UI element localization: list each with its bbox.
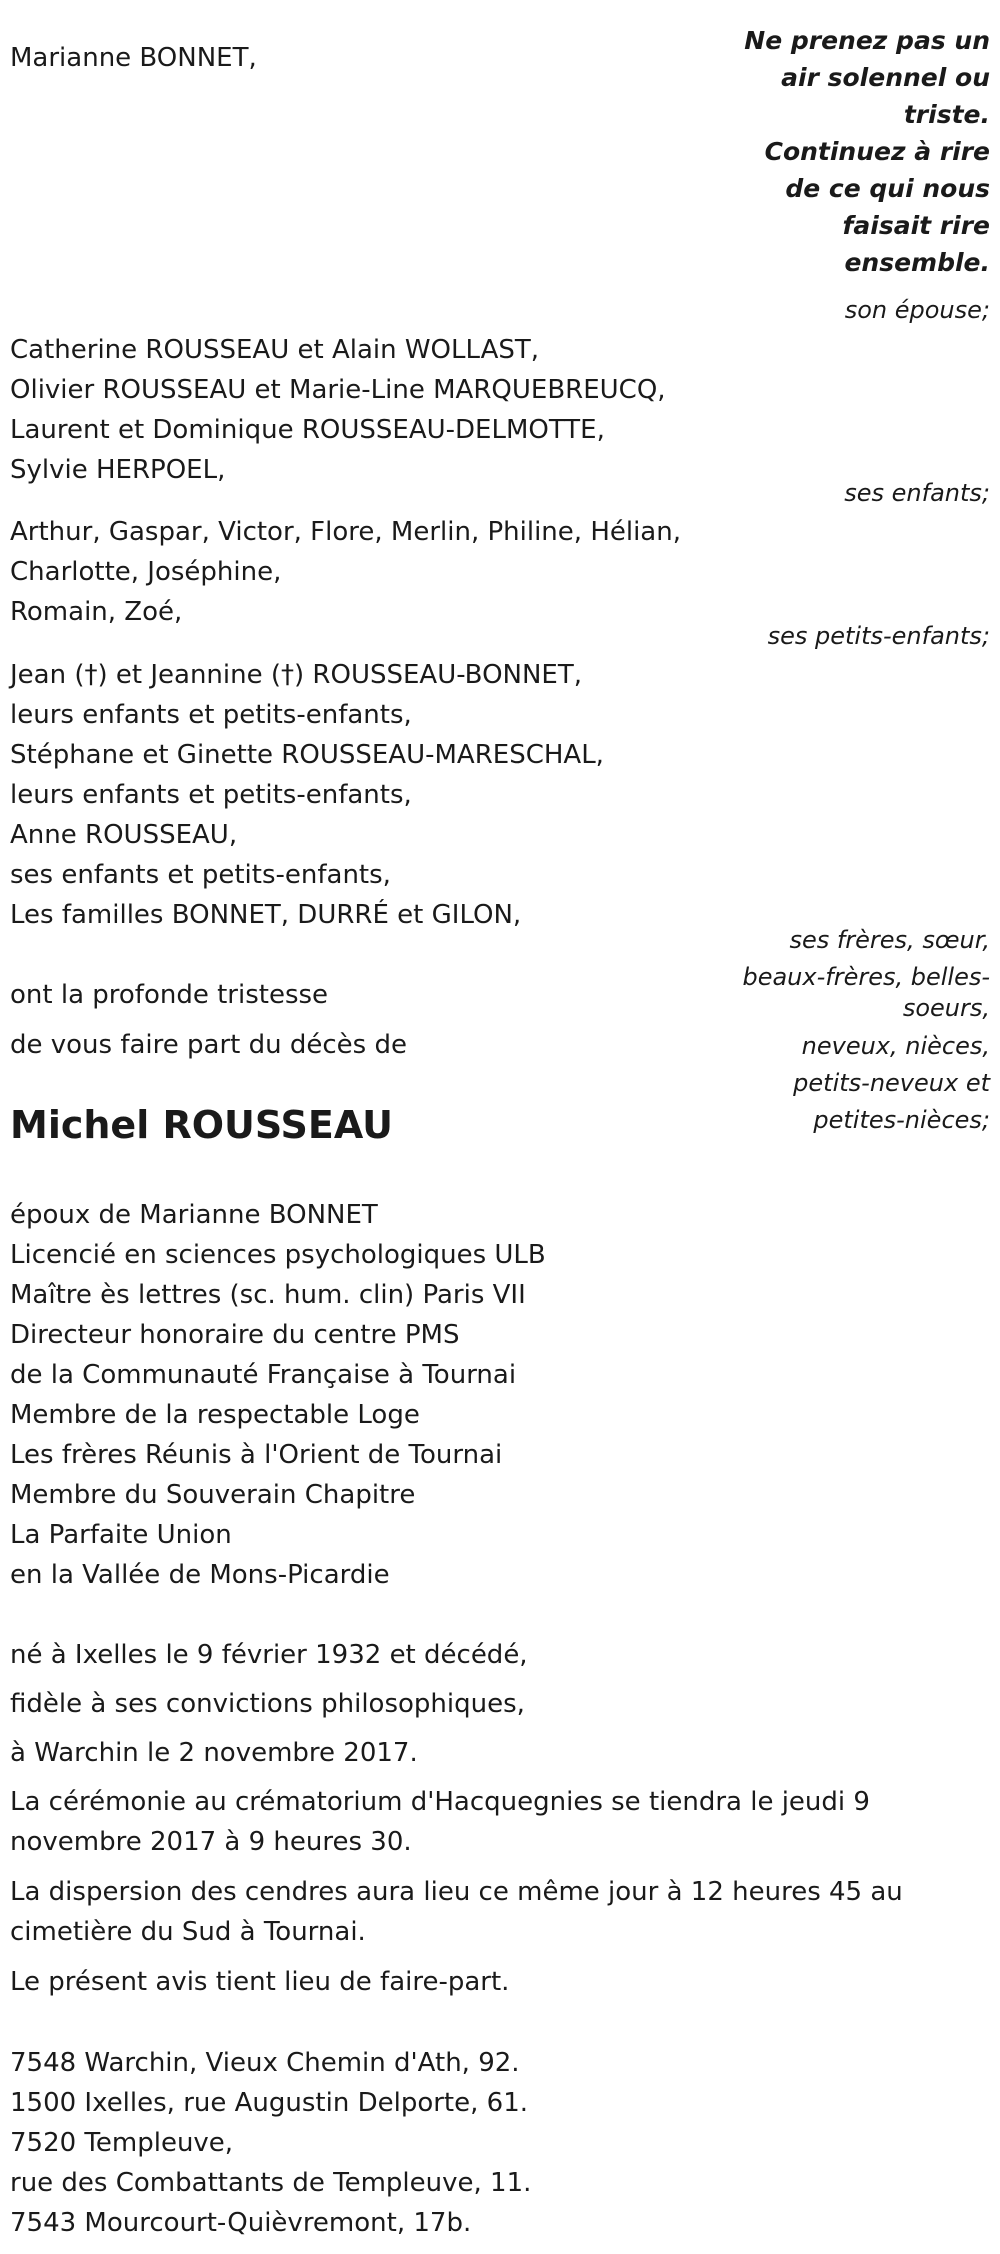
- title-line: Les frères Réunis à l'Orient de Tournai: [10, 1440, 503, 1470]
- address-line: 7548 Warchin, Vieux Chemin d'Ath, 92.: [10, 2048, 520, 2078]
- title-line: en la Vallée de Mons-Picardie: [10, 1560, 390, 1590]
- list-item: Romain, Zoé,: [10, 597, 183, 627]
- title-line: Licencié en sciences psychologiques ULB: [10, 1240, 546, 1270]
- deceased-name: Michel ROUSSEAU: [10, 1103, 393, 1147]
- title-line: époux de Marianne BONNET: [10, 1200, 378, 1230]
- quote-line: de ce qui nous: [785, 174, 990, 203]
- relation-line: petites-nièces;: [813, 1106, 990, 1134]
- relation-line: petits-neveux et: [793, 1069, 990, 1097]
- address-line: 1500 Ixelles, rue Augustin Delporte, 61.: [10, 2088, 528, 2118]
- list-item: Olivier ROUSSEAU et Marie-Line MARQUEBREUCQ,: [10, 375, 666, 405]
- deceased-titles: [10, 1195, 546, 1595]
- siblings-relation: [742, 922, 990, 1020]
- relation-line: beaux-frères, belles-: [742, 963, 990, 991]
- quote-line: Ne prenez pas un: [744, 26, 990, 55]
- convictions-line: fidèle à ses convictions philosophiques,: [10, 1689, 525, 1719]
- quote-line: ensemble.: [844, 248, 990, 277]
- title-line: La Parfaite Union: [10, 1520, 232, 1550]
- list-item: Sylvie HERPOEL,: [10, 455, 226, 485]
- announcement-line-2: de vous faire part du décès de: [10, 1030, 407, 1060]
- list-item: Les familles BONNET, DURRÉ et GILON,: [10, 900, 522, 930]
- spouse-relation: son épouse;: [844, 296, 990, 324]
- address-line: rue des Combattants de Templeuve, 11.: [10, 2168, 532, 2198]
- list-item: Anne ROUSSEAU,: [10, 820, 238, 850]
- quote-line: air solennel ou: [781, 63, 990, 92]
- notice-line: Le présent avis tient lieu de faire-part.: [10, 1967, 510, 1997]
- address-line: 7520 Templeuve,: [10, 2128, 234, 2158]
- relation-line: soeurs,: [902, 994, 990, 1022]
- grandchildren-relation: ses petits-enfants;: [767, 622, 990, 650]
- birth-line: né à Ixelles le 9 février 1932 et décédé,: [10, 1640, 528, 1670]
- list-item: Jean (†) et Jeannine (†) ROUSSEAU-BONNET,: [10, 660, 582, 690]
- children-list: [10, 330, 666, 490]
- list-item: leurs enfants et petits-enfants,: [10, 780, 412, 810]
- list-item: leurs enfants et petits-enfants,: [10, 700, 412, 730]
- title-line: Directeur honoraire du centre PMS: [10, 1320, 460, 1350]
- announcement-line-1: ont la profonde tristesse: [10, 980, 329, 1010]
- list-item: ses enfants et petits-enfants,: [10, 860, 391, 890]
- grandchildren-list: [10, 512, 681, 632]
- list-item: Laurent et Dominique ROUSSEAU-DELMOTTE,: [10, 415, 605, 445]
- children-relation: ses enfants;: [844, 479, 990, 507]
- list-item: Arthur, Gaspar, Victor, Flore, Merlin, Philine, Hélian,: [10, 517, 681, 547]
- extended-family-relation: [793, 1028, 990, 1139]
- title-line: de la Communauté Française à Tournai: [10, 1360, 517, 1390]
- title-line: Membre de la respectable Loge: [10, 1400, 420, 1430]
- list-item: Charlotte, Joséphine,: [10, 557, 282, 587]
- list-item: Catherine ROUSSEAU et Alain WOLLAST,: [10, 335, 540, 365]
- title-line: Membre du Souverain Chapitre: [10, 1480, 416, 1510]
- quote-line: faisait rire: [842, 211, 990, 240]
- addresses: [10, 2043, 531, 2243]
- title-line: Maître ès lettres (sc. hum. clin) Paris VII: [10, 1280, 526, 1310]
- relation-line: ses frères, sœur,: [789, 926, 990, 954]
- quote-block: [690, 22, 990, 281]
- list-item: Stéphane et Ginette ROUSSEAU-MARESCHAL,: [10, 740, 604, 770]
- spouse-name: Marianne BONNET,: [10, 43, 257, 73]
- address-line: 7543 Mourcourt-Quièvremont, 17b.: [10, 2208, 472, 2238]
- siblings-list: [10, 655, 604, 935]
- quote-line: triste.: [903, 100, 990, 129]
- death-line: à Warchin le 2 novembre 2017.: [10, 1738, 418, 1768]
- quote-line: Continuez à rire: [764, 137, 990, 166]
- dispersion-paragraph: La dispersion des cendres aura lieu ce même jour à 12 heures 45 au cimetière du Sud à Tournai.: [10, 1877, 903, 1947]
- ceremony-paragraph: La cérémonie au crématorium d'Hacquegnies se tiendra le jeudi 9 novembre 2017 à 9 heures 30.: [10, 1787, 870, 1857]
- relation-line: neveux, nièces,: [801, 1032, 990, 1060]
